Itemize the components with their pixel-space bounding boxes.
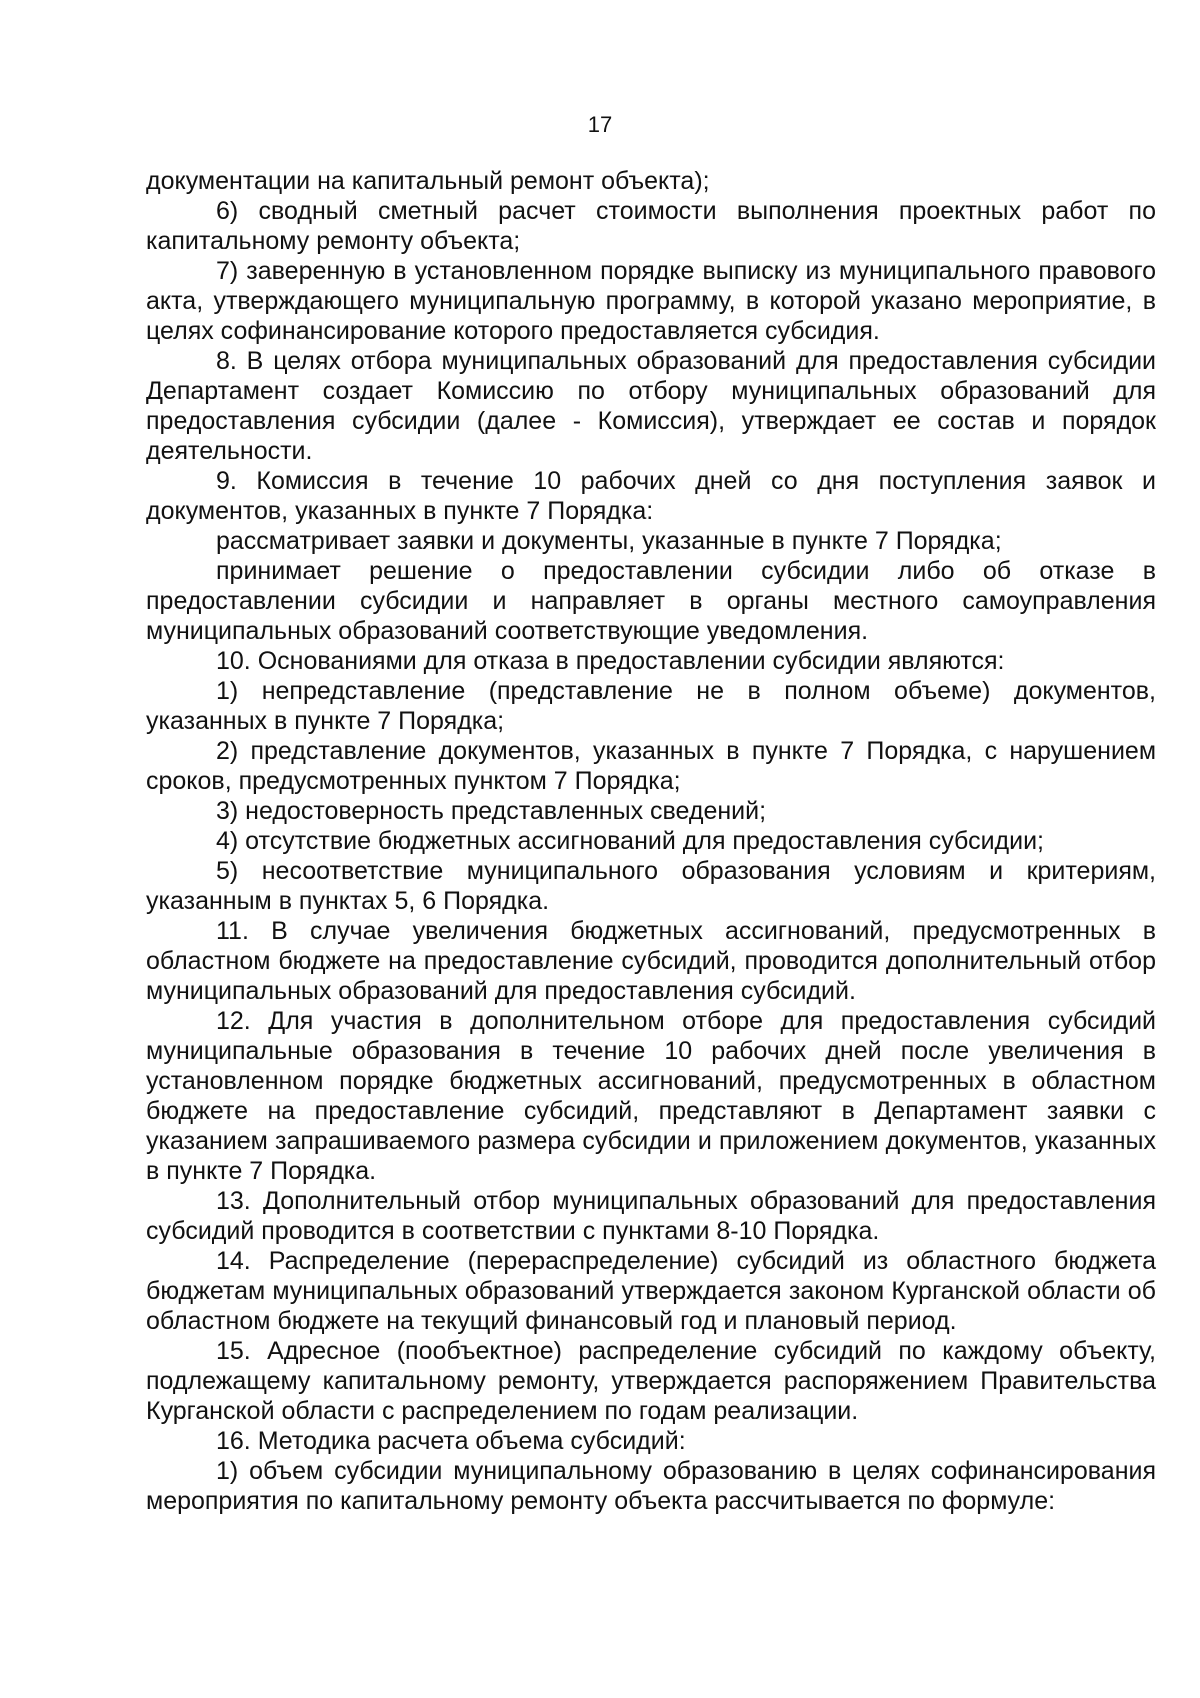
paragraph: 11. В случае увеличения бюджетных ассигнований, предусмотренных в областном бюджете на предоставление субсидий, проводится дополнительный отбор муниципальных образований для предоставления субсидий. bbox=[146, 917, 1156, 1005]
paragraph: 16. Методика расчета объема субсидий: bbox=[216, 1427, 686, 1455]
paragraph: 8. В целях отбора муниципальных образований для предоставления субсидии Департамент создает Комиссию по отбору муниципальных образований для предоставления субсидии (далее - Комиссия), утверждает ее состав и порядок деятельности. bbox=[146, 347, 1156, 465]
paragraph: 13. Дополнительный отбор муниципальных образований для предоставления субсидий проводится в соответствии с пунктами 8-10 Порядка. bbox=[146, 1187, 1156, 1245]
paragraph: 1) непредставление (представление не в полном объеме) документов, указанных в пункте 7 Порядка; bbox=[146, 677, 1156, 735]
paragraph: 4) отсутствие бюджетных ассигнований для предоставления субсидии; bbox=[216, 827, 1044, 855]
paragraph: 3) недостоверность представленных сведений; bbox=[216, 797, 767, 825]
paragraph: 12. Для участия в дополнительном отборе для предоставления субсидий муниципальные образования в течение 10 рабочих дней после увеличения в установленном порядке бюджетных ассигнований, предусмотренных в областном бюджете на предоставление субсидий, представляют в Департамент заявки с указанием запрашиваемого размера субсидии и приложением документов, указанных в пункте 7 Порядка. bbox=[146, 1007, 1156, 1185]
paragraph: 5) несоответствие муниципального образования условиям и критериям, указанным в пунктах 5, 6 Порядка. bbox=[146, 857, 1156, 915]
paragraph: 9. Комиссия в течение 10 рабочих дней со дня поступления заявок и документов, указанных в пункте 7 Порядка: bbox=[146, 467, 1156, 525]
page-number: 17 bbox=[587, 112, 613, 137]
paragraph: 6) сводный сметный расчет стоимости выполнения проектных работ по капитальному ремонту объекта; bbox=[146, 197, 1156, 255]
paragraph: принимает решение о предоставлении субсидии либо об отказе в предоставлении субсидии и направляет в органы местного самоуправления муниципальных образований соответствующие уведомления. bbox=[146, 557, 1156, 645]
paragraph: 14. Распределение (перераспределение) субсидий из областного бюджета бюджетам муниципальных образований утверждается законом Курганской области об областном бюджете на текущий финансовый год и плановый период. bbox=[146, 1247, 1156, 1335]
paragraph: 10. Основаниями для отказа в предоставлении субсидии являются: bbox=[216, 647, 1005, 675]
paragraph: 15. Адресное (пообъектное) распределение субсидий по каждому объекту, подлежащему капитальному ремонту, утверждается распоряжением Правительства Курганской области с распределением по годам реализации. bbox=[146, 1337, 1156, 1425]
paragraph: документации на капитальный ремонт объекта); bbox=[146, 167, 710, 195]
paragraph: рассматривает заявки и документы, указанные в пункте 7 Порядка; bbox=[216, 527, 1002, 555]
paragraph: 7) заверенную в установленном порядке выписку из муниципального правового акта, утверждающего муниципальную программу, в которой указано мероприятие, в целях софинансирование которого предоставляется субсидия. bbox=[146, 257, 1156, 345]
paragraph: 1) объем субсидии муниципальному образованию в целях софинансирования мероприятия по капитальному ремонту объекта рассчитывается по формуле: bbox=[146, 1457, 1156, 1515]
paragraph: 2) представление документов, указанных в пункте 7 Порядка, с нарушением сроков, предусмотренных пунктом 7 Порядка; bbox=[146, 737, 1156, 795]
document-body bbox=[146, 166, 1156, 1516]
